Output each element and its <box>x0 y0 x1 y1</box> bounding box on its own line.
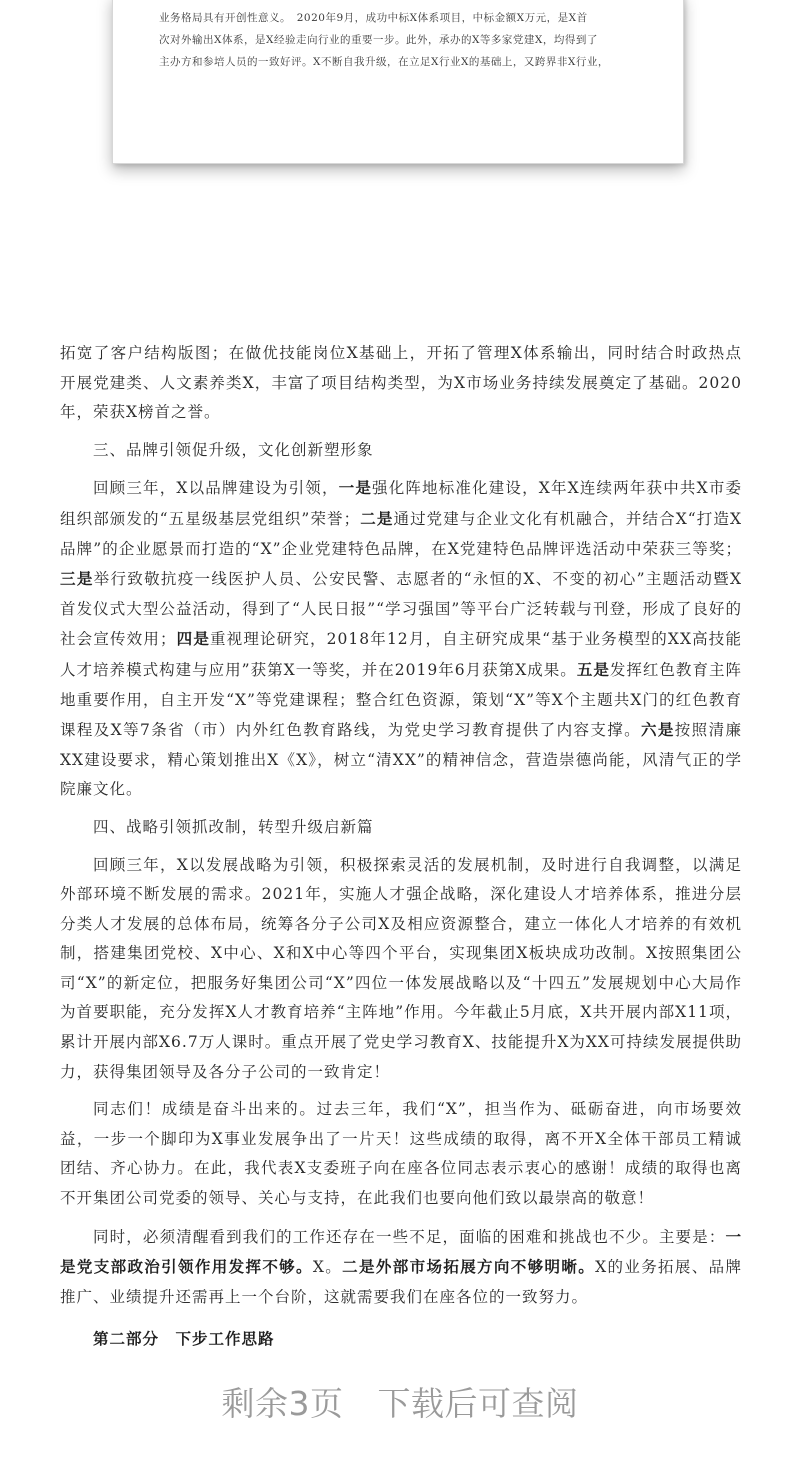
point-marker: 五是 <box>576 659 610 679</box>
point-marker: 一是 <box>338 478 373 498</box>
download-prompt[interactable] <box>0 1378 800 1425</box>
thumbnail-line: 主办方和参培人员的一致好评。X不断自我升级，在立足X行业X的基础上，又跨界非X行业， <box>159 56 609 68</box>
paragraph-brand: 回顾三年，X以品牌建设为引领，一是强化阵地标准化建设，X年X连续两年获中共X市委组织部颁发的“五星级基层党组织”荣誉；二是通过党建与企业文化有机融合，并结合X“打造X品牌”的企业愿景而打造的“X”企业党建特色品牌，在X党建特色品牌评选活动中荣获三等奖；三是举行致敬抗疫一线医护人员、公安民警、志愿者的“永恒的X、不变的初心”主题活动暨X首发仪式大型公益活动，得到了“人民日报”“学习强国”等平台广泛转载与刊登，形成了良好的社会宣传效用；四是重视理论研究，2018年12月，自主研究成果“基于业务模型的XX高技能人才培养模式构建与应用”获第X一等奖，并在2019年6月获第X成果。五是发挥红色教育主阵地重要作用，自主开发“X”等党建课程；整合红色资源，策划“X”等X个主题共X门的红色教育课程及X等7条省（市）内外红色教育路线，为党史学习教育提供了内容支撑。六是按照清廉XX建设要求，精心策划推出X《X》，树立“清XX”的精神信念，营造崇德尚能，风清气正的学院廉文化。 <box>60 478 742 799</box>
document-body <box>60 339 742 1355</box>
part-two-heading: 第二部分 下步工作思路 <box>93 1329 275 1349</box>
point-marker: 四是 <box>176 629 210 649</box>
section-heading-three: 三、品牌引领促升级，文化创新塑形象 <box>93 440 374 459</box>
remaining-pages-label: 剩余3页 <box>221 1384 344 1423</box>
point-marker: 二是 <box>360 508 394 528</box>
point-marker: 三是 <box>60 569 94 589</box>
thumbnail-line: 业务格局具有开创性意义。 2020年9月，成功中标X体系项目，中标金额X万元，是X首 <box>159 12 588 24</box>
paragraph-shortcomings: 同时，必须清醒看到我们的工作还存在一些不足，面临的困难和挑战也不少。主要是：一是党支部政治引领作用发挥不够。X。二是外部市场拓展方向不够明晰。X的业务拓展、品牌推广、业绩提升还需再上一个台阶，这就需要我们在座各位的一致努力。 <box>60 1226 742 1306</box>
download-to-view-label[interactable]: 下载后可查阅 <box>377 1384 579 1423</box>
point-marker: 六是 <box>641 720 675 740</box>
paragraph-strategy: 回顾三年，X以发展战略为引领，积极探索灵活的发展机制，及时进行自我调整，以满足外部环境不断发展的需求。2021年，实施人才强企战略，深化建设人才培养体系，推进分层分类人才发展的总体布局，统筹各分子公司X及相应资源整合，建立一体化人才培养的有效机制，搭建集团党校、X中心、X和X中心等四个平台，实现集团X板块成功改制。X按照集团公司“X”的新定位，把服务好集团公司“X”四位一体发展战略以及“十四五”发展规划中心大局作为首要职能，充分发挥X人才教育培养“主阵地”作用。今年截止5月底，X共开展内部X11项，累计开展内部X6.7万人课时。重点开展了党史学习教育X、技能提升X为XX可持续发展提供助力，获得集团领导及各分子公司的一致肯定！ <box>60 855 742 1081</box>
shortcoming-two: 二是外部市场拓展方向不够明晰。 <box>342 1257 596 1277</box>
previous-page-thumbnail <box>112 0 684 164</box>
section-heading-four: 四、战略引领抓改制，转型升级启新篇 <box>93 817 374 836</box>
shortcoming-one: 一是党支部政治引领作用发挥不够。 <box>60 1226 742 1277</box>
paragraph-comrades: 同志们！成绩是奋斗出来的。过去三年，我们“X”，担当作为、砥砺奋进，向市场要效益，一步一个脚印为X事业发展争出了一片天！这些成绩的取得，离不开X全体干部员工精诚团结、齐心协力。在此，我代表X支委班子向在座各位同志表示衷心的感谢！成绩的取得也离不开集团公司党委的领导、关心与支持，在此我们也要向他们致以最崇高的敬意！ <box>60 1100 742 1208</box>
thumbnail-line: 次对外输出X体系，是X经验走向行业的重要一步。此外，承办的X等多家党建X，均得到了 <box>159 34 598 46</box>
paragraph-continuation: 拓宽了客户结构版图；在做优技能岗位X基础上，开拓了管理X体系输出，同时结合时政热点开展党建类、人文素养类X，丰富了项目结构类型，为X市场业务持续发展奠定了基础。2020年，荣获X榜首之誉。 <box>60 344 742 422</box>
